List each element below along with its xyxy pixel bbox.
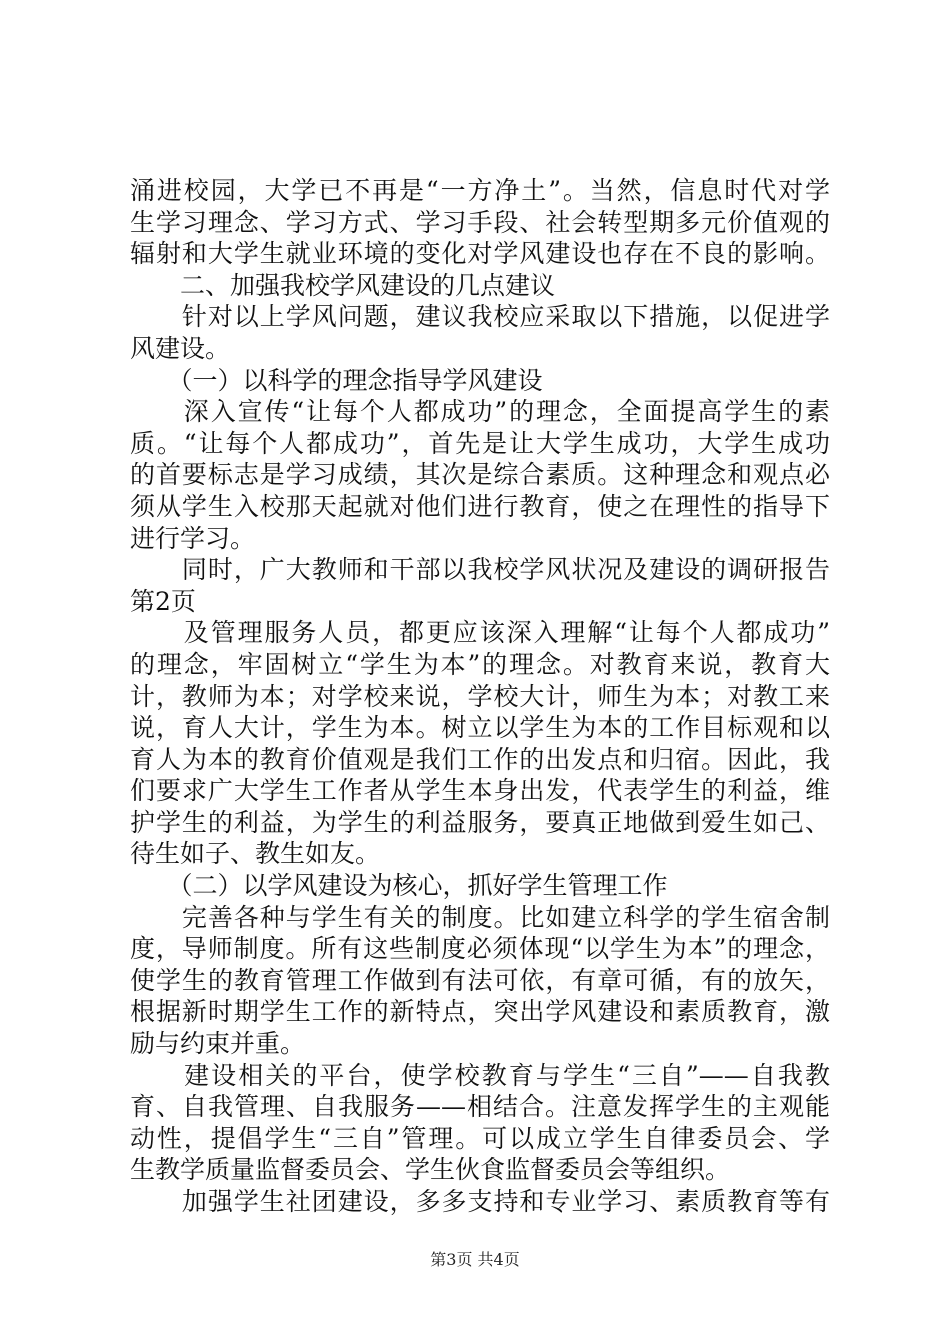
- text-line: 育、自我管理、自我服务——相结合。注意发挥学生的主观能: [130, 1092, 830, 1122]
- text-line: 们要求广大学生工作者从学生本身出发，代表学生的利益，维: [130, 776, 830, 806]
- text-line: 生学习理念、学习方式、学习手段、社会转型期多元价值观的: [130, 207, 830, 237]
- text-line: 的首要标志是学习成绩，其次是综合素质。这种理念和观点必: [130, 460, 830, 490]
- text-line: （二）以学风建设为核心，抓好学生管理工作: [130, 871, 668, 901]
- page-footer: 第3页 共4页: [430, 1250, 520, 1269]
- text-line: 辐射和大学生就业环境的变化对学风建设也存在不良的影响。: [130, 239, 830, 269]
- text-line: 须从学生入校那天起就对他们进行教育，使之在理性的指导下: [130, 491, 830, 521]
- text-line: 加强学生社团建设，多多支持和专业学习、素质教育等有: [130, 1187, 830, 1216]
- text-line: 的理念，牢固树立“学生为本”的理念。对教育来说，教育大: [130, 649, 830, 679]
- text-line: （一）以科学的理念指导学风建设: [130, 365, 543, 395]
- text-line: 进行学习。: [130, 523, 256, 553]
- text-line: 度，导师制度。所有这些制度必须体现“以学生为本”的理念，: [130, 934, 830, 964]
- text-line: 及管理服务人员，都更应该深入理解“让每个人都成功”: [130, 618, 830, 648]
- text-line: 完善各种与学生有关的制度。比如建立科学的学生宿舍制: [130, 902, 830, 932]
- text-line: 同时，广大教师和干部以我校学风状况及建设的调研报告: [130, 555, 830, 585]
- text-line: 说，育人大计，学生为本。树立以学生为本的工作目标观和以: [130, 713, 830, 743]
- text-line: 护学生的利益，为学生的利益服务，要真正地做到爱生如己、: [130, 807, 830, 837]
- text-line: 涌进校园，大学已不再是“一方净土”。当然，信息时代对学: [130, 176, 830, 205]
- text-line: 使学生的教育管理工作做到有法可依，有章可循，有的放矢，: [130, 965, 830, 995]
- text-line: 质。“让每个人都成功”，首先是让大学生成功，大学生成功: [130, 428, 830, 458]
- text-line: 第2页: [130, 586, 196, 616]
- text-line: 二、加强我校学风建设的几点建议: [130, 270, 556, 300]
- text-line: 风建设。: [130, 333, 231, 363]
- text-line: 待生如子、教生如友。: [130, 839, 381, 869]
- document-body: [130, 175, 830, 1218]
- text-line: 针对以上学风问题，建议我校应采取以下措施，以促进学: [130, 302, 830, 332]
- text-line: 动性，提倡学生“三自”管理。可以成立学生自律委员会、学: [130, 1123, 830, 1153]
- text-line: 励与约束并重。: [130, 1029, 306, 1059]
- text-line: 育人为本的教育价值观是我们工作的出发点和归宿。因此，我: [130, 744, 830, 774]
- text-line: 深入宣传“让每个人都成功”的理念，全面提高学生的素: [130, 397, 830, 427]
- text-line: 建设相关的平台，使学校教育与学生“三自”——自我教: [130, 1060, 830, 1090]
- text-line: 生教学质量监督委员会、学生伙食监督委员会等组织。: [130, 1155, 731, 1185]
- text-line: 根据新时期学生工作的新特点，突出学风建设和素质教育，激: [130, 997, 830, 1027]
- text-line: 计，教师为本；对学校来说，学校大计，师生为本；对教工来: [130, 681, 830, 711]
